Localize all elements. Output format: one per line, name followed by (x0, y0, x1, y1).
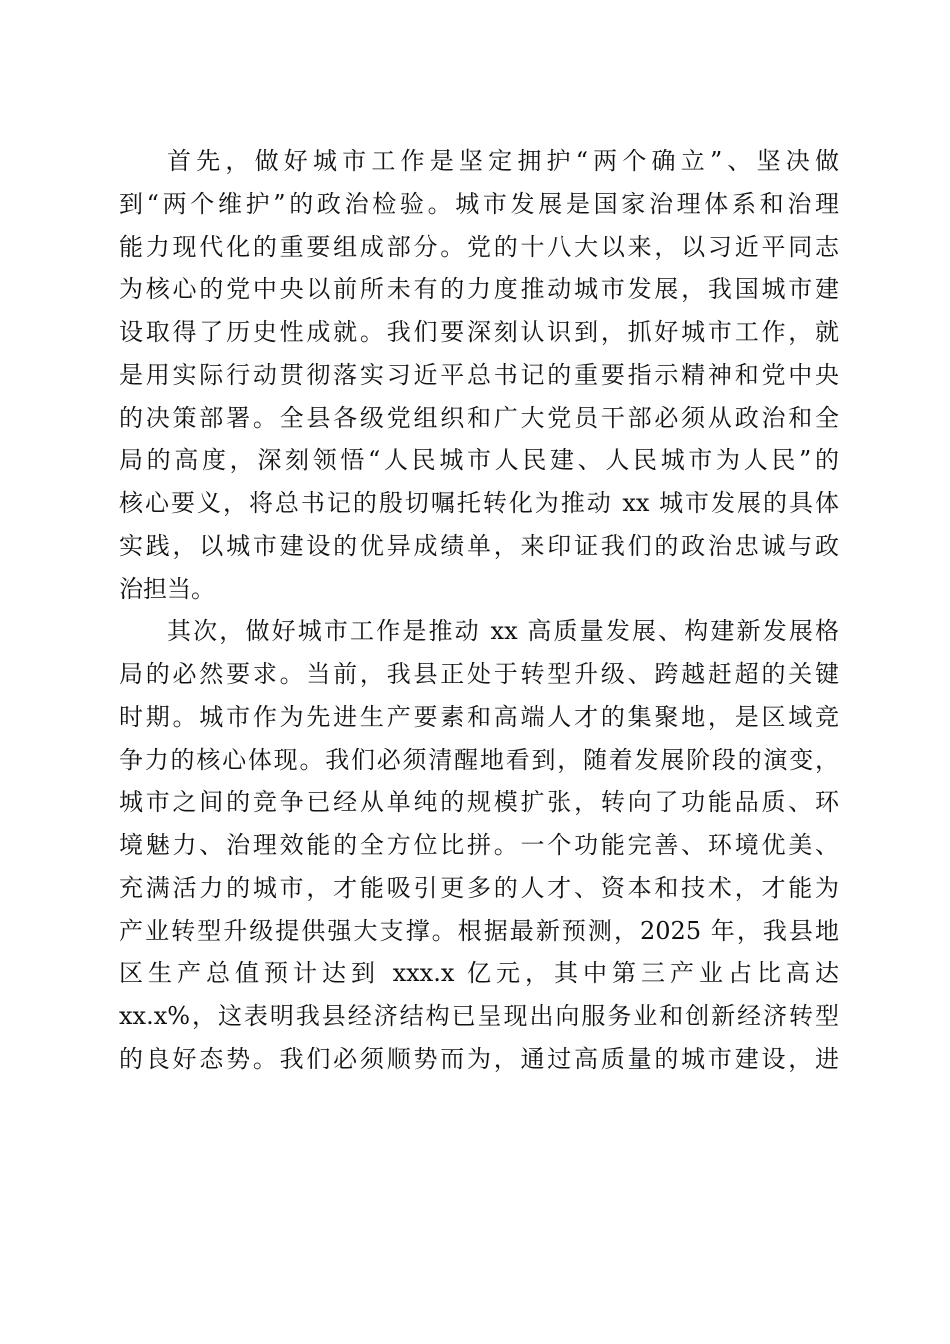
text-line: 争力的核心体现。我们必须清醒地看到，随着发展阶段的演变， (119, 745, 839, 774)
text-line: 到“两个维护”的政治检验。城市发展是国家治理体系和治理 (119, 189, 839, 218)
text-line: 区生产总值预计达到 xxx.x 亿元，其中第三产业占比高达 (119, 959, 839, 988)
text-line: 首先，做好城市工作是坚定拥护“两个确立”、坚决做 (167, 147, 839, 175)
text-line: 产业转型升级提供强大支撑。根据最新预测，2025 年，我县地 (119, 916, 839, 945)
text-line: 局的高度，深刻领悟“人民城市人民建、人民城市为人民”的 (119, 446, 839, 475)
text-line: 时期。城市作为先进生产要素和高端人才的集聚地，是区域竞 (119, 702, 839, 731)
text-line: 设取得了历史性成就。我们要深刻认识到，抓好城市工作，就 (119, 318, 839, 346)
text-line: 其次，做好城市工作是推动 xx 高质量发展、构建新发展格 (167, 617, 839, 646)
text-line: 是用实际行动贯彻落实习近平总书记的重要指示精神和党中央 (119, 360, 839, 389)
text-line: 治担当。 (119, 574, 215, 603)
text-line: 城市之间的竞争已经从单纯的规模扩张，转向了功能品质、环 (119, 788, 839, 817)
paragraph-high-quality-development (119, 610, 839, 1080)
text-line: 充满活力的城市，才能吸引更多的人才、资本和技术，才能为 (119, 873, 839, 902)
text-line: 境魅力、治理效能的全方位比拼。一个功能完善、环境优美、 (119, 831, 839, 859)
text-line: 局的必然要求。当前，我县正处于转型升级、跨越赶超的关键 (119, 660, 839, 688)
text-line: 能力现代化的重要组成部分。党的十八大以来，以习近平同志 (119, 232, 839, 261)
text-line: 实践，以城市建设的优异成绩单，来印证我们的政治忠诚与政 (119, 531, 839, 560)
document-body (119, 140, 839, 1081)
paragraph-political-test (119, 140, 839, 610)
text-line: 核心要义，将总书记的殷切嘱托转化为推动 xx 城市发展的具体 (119, 489, 839, 517)
text-line: 为核心的党中央以前所未有的力度推动城市发展，我国城市建 (119, 275, 839, 304)
text-line: 的决策部署。全县各级党组织和广大党员干部必须从政治和全 (119, 403, 839, 432)
text-line: 的良好态势。我们必须顺势而为，通过高质量的城市建设，进 (119, 1044, 839, 1073)
text-line: xx.x%，这表明我县经济结构已呈现出向服务业和创新经济转型 (119, 1002, 839, 1030)
